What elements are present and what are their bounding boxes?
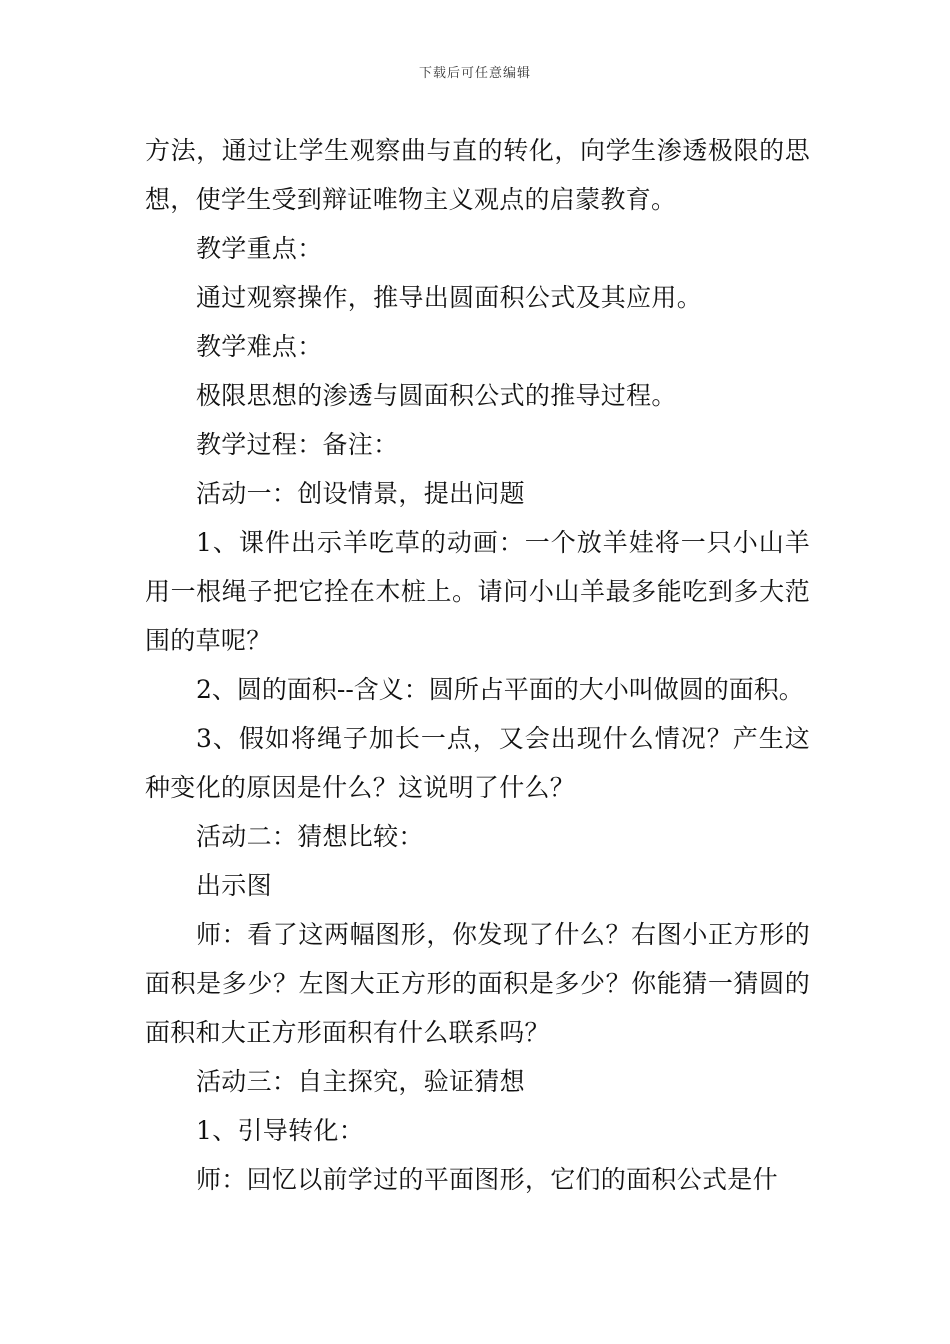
paragraph-3: 通过观察操作，推导出圆面积公式及其应用。: [196, 283, 703, 312]
paragraph-2: 教学重点：: [196, 234, 323, 263]
paragraph-8: 1、课件出示羊吃草的动画：一个放羊娃将一只小山羊用一根绳子把它拴在木桩上。请问小山羊最多能吃到多大范围的草呢？: [145, 528, 810, 655]
paragraph-12: 出示图: [196, 871, 272, 900]
paragraph-13: 师：看了这两幅图形，你发现了什么？右图小正方形的面积是多少？左图大正方形的面积是多少？你能猜一猜圆的面积和大正方形面积有什么联系吗？: [145, 920, 810, 1047]
document-body: [145, 126, 810, 1204]
paragraph-11: 活动二：猜想比较：: [196, 822, 424, 851]
page-header: 下载后可任意编辑: [418, 66, 531, 81]
paragraph-15: 1、引导转化：: [196, 1116, 365, 1145]
paragraph-1: 方法，通过让学生观察曲与直的转化，向学生渗透极限的思想，使学生受到辩证唯物主义观点的启蒙教育。: [145, 136, 810, 214]
paragraph-5: 极限思想的渗透与圆面积公式的推导过程。: [196, 381, 677, 410]
paragraph-16: 师：回忆以前学过的平面图形，它们的面积公式是什: [196, 1165, 778, 1194]
paragraph-10: 3、假如将绳子加长一点，又会出现什么情况？产生这种变化的原因是什么？这说明了什么？: [145, 724, 810, 802]
paragraph-9: 2、圆的面积--含义：圆所占平面的大小叫做圆的面积。: [196, 675, 804, 704]
paragraph-6: 教学过程：备注：: [196, 430, 399, 459]
paragraph-7: 活动一：创设情景，提出问题: [196, 479, 525, 508]
paragraph-14: 活动三：自主探究，验证猜想: [196, 1067, 525, 1096]
paragraph-4: 教学难点：: [196, 332, 323, 361]
